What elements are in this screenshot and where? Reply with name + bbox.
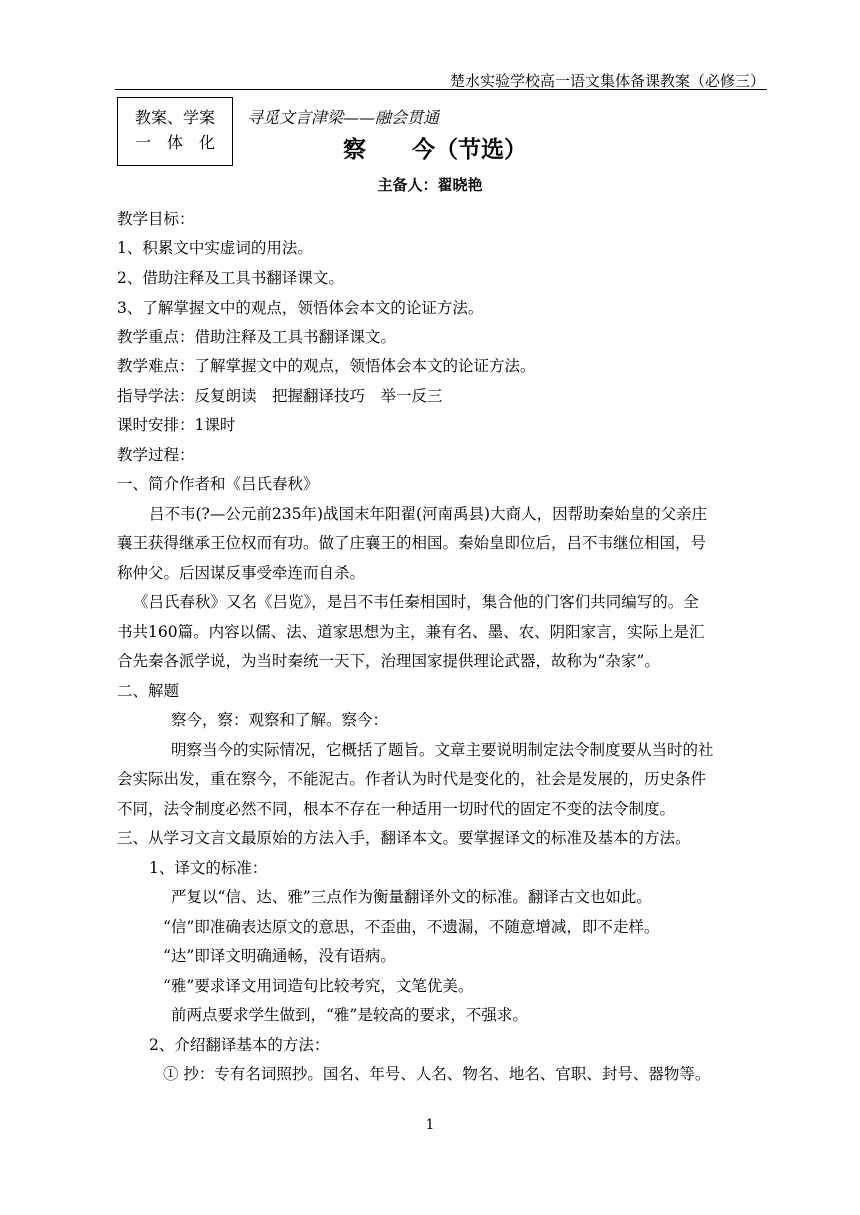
body-line: 1、译文的标准：: [149, 859, 268, 877]
author-line: 主备人：翟晓艳: [377, 176, 483, 194]
body-line: 察今，察：观察和了解。察今：: [171, 711, 389, 729]
header-rule: [115, 89, 767, 90]
body-line: 课时安排：1课时: [117, 416, 236, 434]
page-number: 1: [425, 1117, 435, 1133]
body-line: 一、简介作者和《吕氏春秋》: [117, 475, 319, 493]
body-line: 1、积累文中实虚词的用法。: [117, 239, 313, 257]
body-line: 教学重点：借助注释及工具书翻译课文。: [117, 328, 397, 346]
body-line: 教学过程：: [117, 446, 195, 464]
body-line: 2、介绍翻译基本的方法：: [149, 1036, 330, 1054]
page-title: 察 今（节选）: [343, 136, 527, 163]
body-line: 明察当今的实际情况，它概括了题旨。文章主要说明制定法令制度要从当时的社: [171, 741, 714, 759]
body-line: “信”即准确表达原文的意思，不歪曲，不遗漏，不随意增减，即不走样。: [163, 918, 660, 936]
integration-box: [117, 97, 233, 166]
body-line: 前两点要求学生做到，“雅”是较高的要求，不强求。: [171, 1006, 528, 1024]
header-text: 楚水实验学校高一语文集体备课教案（必修三）: [449, 72, 765, 90]
body-line: 不同，法令制度必然不同，根本不存在一种适用一切时代的固定不变的法令制度。: [117, 800, 676, 818]
body-line: 2、借助注释及工具书翻译课文。: [117, 269, 344, 287]
body-line: 二、解题: [117, 682, 180, 700]
body-line: 襄王获得继承王位权而有功。做了庄襄王的相国。秦始皇即位后，吕不韦继位相国，号: [117, 534, 707, 552]
body-line: 教学难点：了解掌握文中的观点，领悟体会本文的论证方法。: [117, 357, 536, 375]
body-line: 书共160篇。内容以儒、法、道家思想为主，兼有名、墨、农、阴阳家言，实际上是汇: [117, 623, 705, 641]
body-line: ① 抄：专有名词照抄。国名、年号、人名、物名、地名、官职、封号、器物等。: [163, 1065, 711, 1083]
body-line: 严复以“信、达、雅”三点作为衡量翻译外文的标准。翻译古文也如此。: [171, 888, 652, 906]
body-line: 三、从学习文言文最原始的方法入手，翻译本文。要掌握译文的标准及基本的方法。: [117, 829, 691, 847]
body-line: 教学目标：: [117, 210, 195, 228]
box-line-1: 教案、学案: [134, 108, 215, 127]
motto: 寻觅文言津梁——融会贯通: [247, 108, 440, 127]
body-line: “达”即译文明确通畅，没有语病。: [163, 947, 396, 965]
body-line: 称仲父。后因谋反事受牵连而自杀。: [117, 564, 366, 582]
body-line: 《吕氏春秋》又名《吕览》，是吕不韦任秦相国时，集合他的门客们共同编写的。全: [133, 593, 699, 611]
body-line: 会实际出发，重在察今，不能泥古。作者认为时代是变化的，社会是发展的，历史条件: [117, 770, 707, 788]
box-line-2: 一 体 化: [134, 133, 215, 152]
body-line: “雅”要求译文用词造句比较考究，文笔优美。: [163, 977, 474, 995]
body-line: 合先秦各派学说，为当时秦统一天下，治理国家提供理论武器，故称为“杂家”。: [117, 652, 660, 670]
body-line: 吕不韦(?—公元前235年)战国末年阳翟(河南禹县)大商人，因帮助秦始皇的父亲庄: [149, 505, 708, 523]
body-line: 3、了解掌握文中的观点，领悟体会本文的论证方法。: [117, 299, 484, 317]
body-line: 指导学法：反复朗读 把握翻译技巧 举一反三: [117, 387, 443, 405]
